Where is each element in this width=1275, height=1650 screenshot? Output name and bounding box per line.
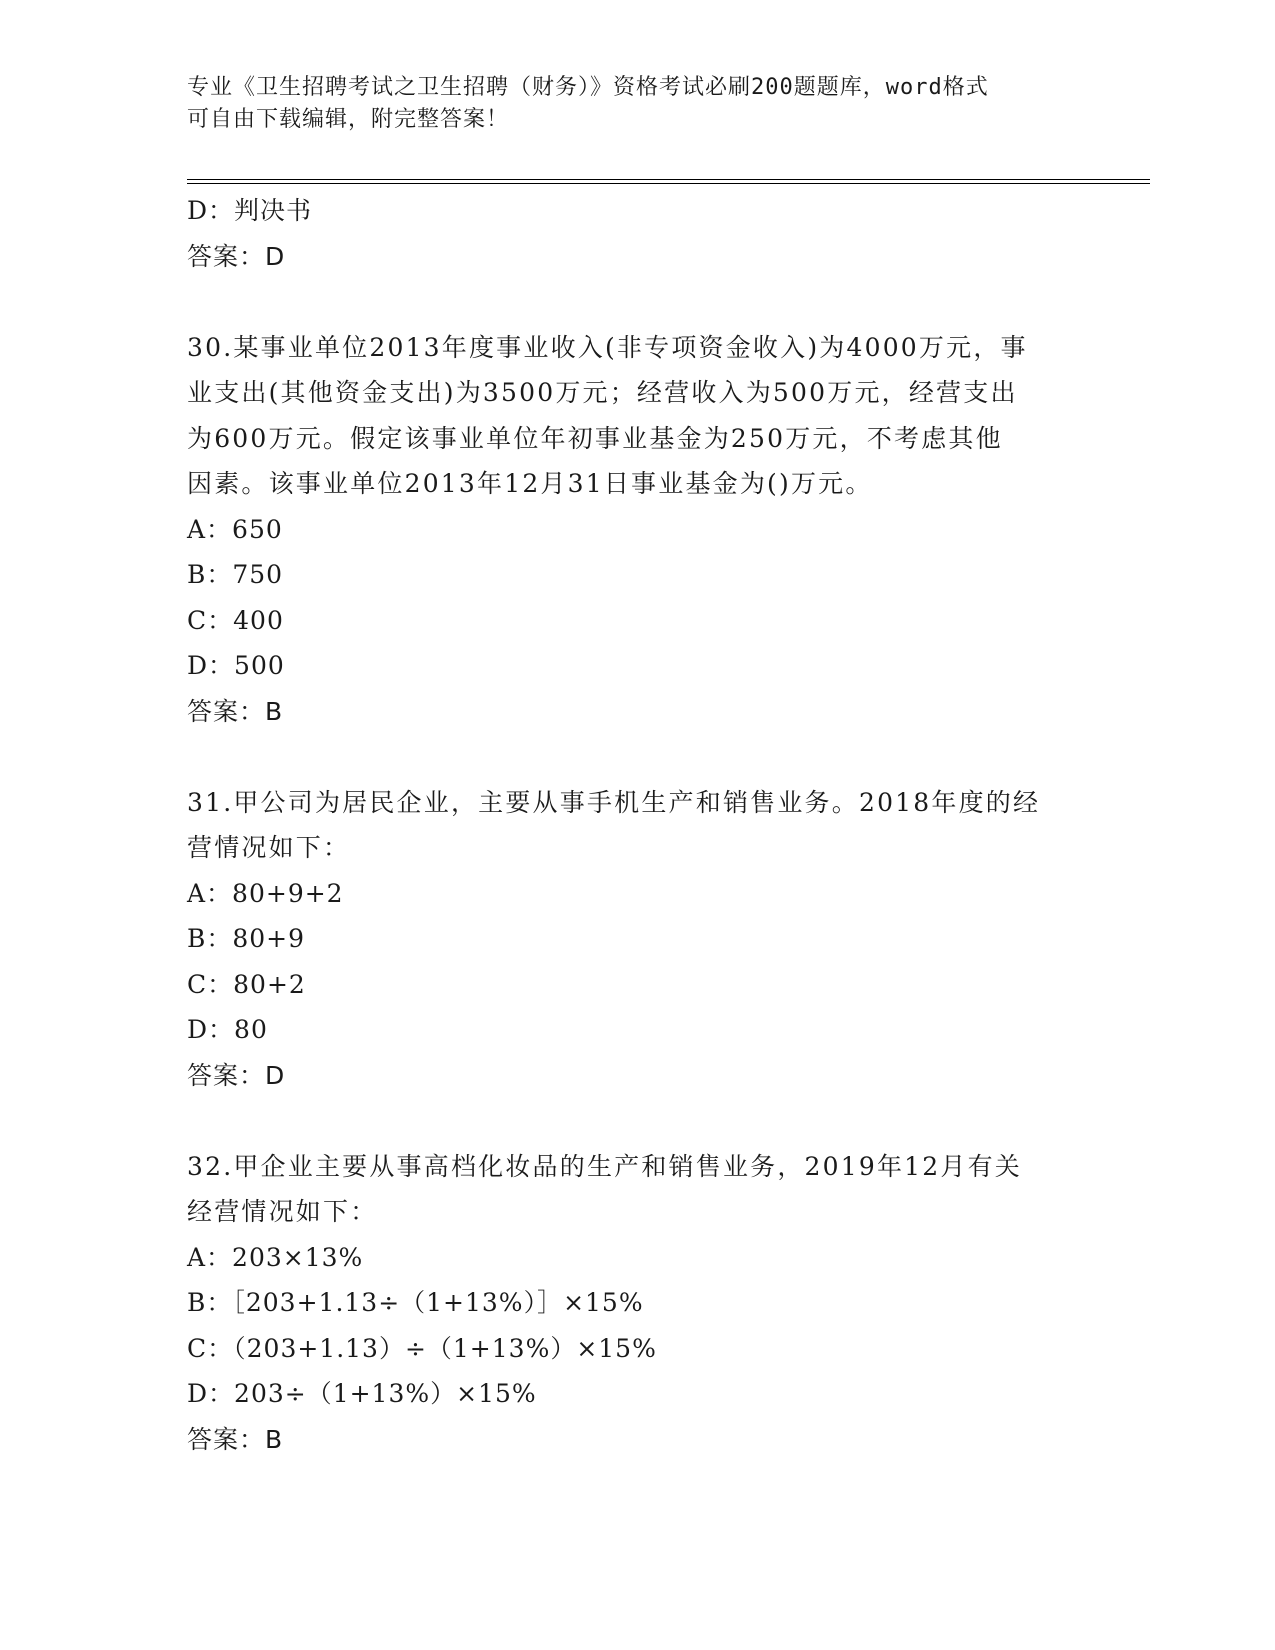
question-gap [187,1098,1087,1144]
option-c: C：80+2 [187,969,306,999]
question-gap [187,279,1087,325]
header-divider-bottom [187,183,1150,184]
previous-question-tail [187,188,1087,279]
option-c: C：（203+1.13）÷（1+13%）×15% [187,1333,657,1363]
document-header [187,72,1067,136]
option-a: A：203×13% [187,1242,364,1272]
question-list [187,188,1087,1462]
question-gap [187,734,1087,780]
answer-line: 答案：B [187,1424,284,1454]
question-text-line: 因素。该事业单位2013年12月31日事业基金为()万元。 [187,469,873,498]
question-30 [187,325,1087,735]
header-title-line-2: 可自由下载编辑，附完整答案！ [187,107,510,132]
question-31 [187,780,1087,1099]
header-divider-top [187,179,1150,180]
question-text-line: 营情况如下： [187,833,351,862]
question-text-line: 经营情况如下： [187,1197,378,1226]
question-text-line: 31.甲公司为居民企业，主要从事手机生产和销售业务。2018年度的经 [187,787,1041,817]
question-32 [187,1144,1087,1463]
option-b: B：750 [187,560,284,589]
option-b: B：［203+1.13÷（1+13%）］×15% [187,1288,644,1317]
question-text-line: 32.甲企业主要从事高档化妆品的生产和销售业务，2019年12月有关 [187,1151,1022,1181]
option-d: D：80 [187,1015,268,1044]
option-d: D：500 [187,651,285,680]
header-title-line-1: 专业《卫生招聘考试之卫生招聘（财务）》资格考试必刷200题题库，word格式 [187,75,989,100]
answer-line: 答案：D [187,241,286,271]
option-d: D：判决书 [187,196,313,225]
option-b: B：80+9 [187,924,306,953]
option-c: C：400 [187,605,284,635]
option-a: A：650 [187,514,283,544]
answer-line: 答案：B [187,696,284,726]
option-d: D：203÷（1+13%）×15% [187,1379,537,1408]
question-text-line: 30.某事业单位2013年度事业收入(非专项资金收入)为4000万元，事 [187,332,1028,362]
answer-line: 答案：D [187,1060,286,1090]
option-a: A：80+9+2 [187,878,344,908]
question-text-line: 为600万元。假定该事业单位年初事业基金为250万元，不考虑其他 [187,423,1003,453]
question-text-line: 业支出(其他资金支出)为3500万元；经营收入为500万元，经营支出 [187,378,1018,407]
